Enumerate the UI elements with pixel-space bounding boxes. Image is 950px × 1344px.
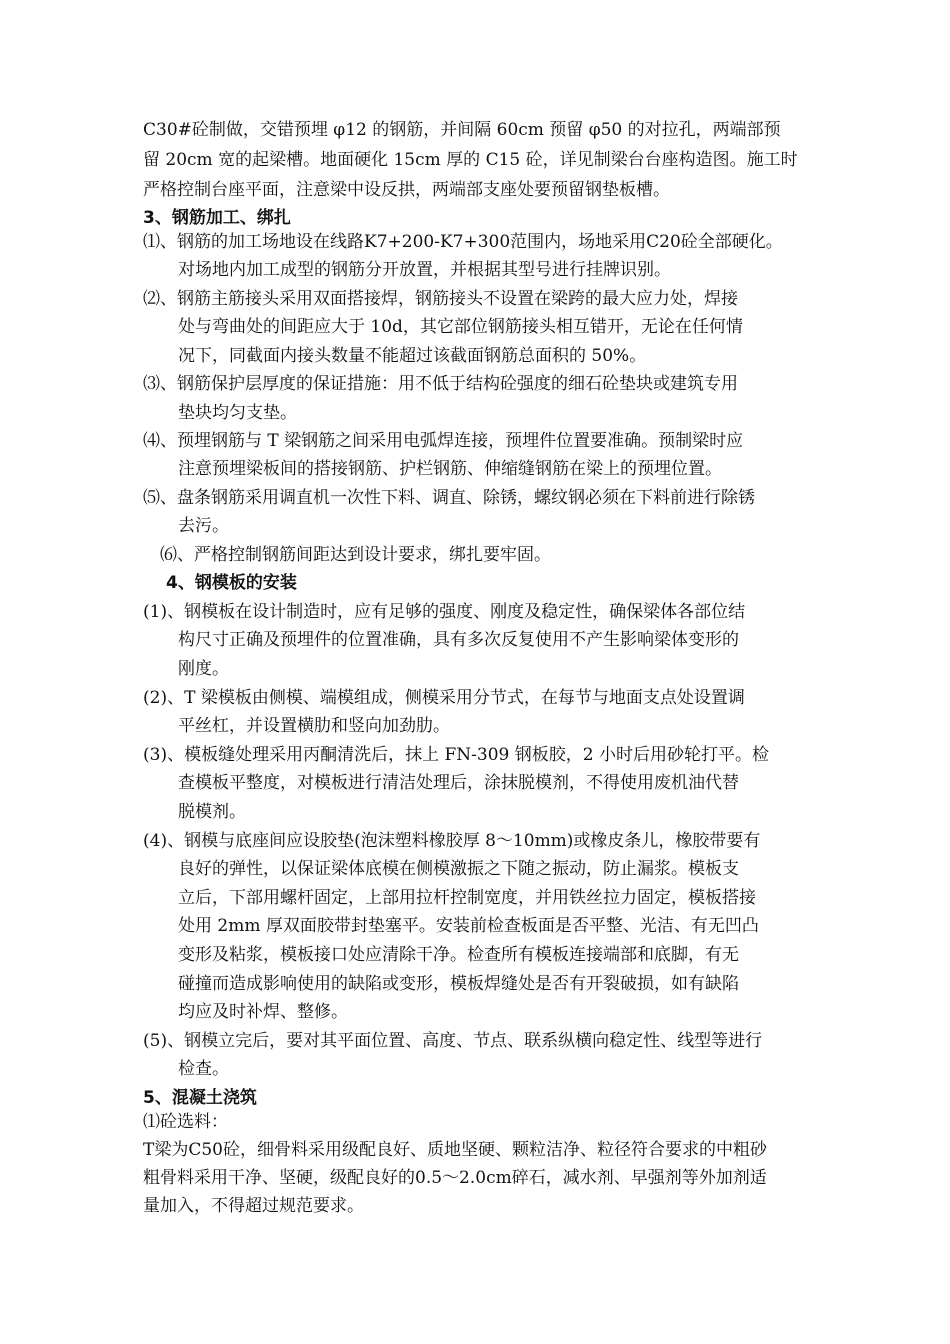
intro-line-2: 留 20cm 宽的起梁槽。地面硬化 15cm 厚的 C15 砼，详见制梁台台座构造图。施工时 [143, 150, 798, 170]
s5-line-2: 粗骨料采用干净、坚硬，级配良好的0.5～2.0cm碎石，减水剂、早强剂等外加剂适 [143, 1168, 767, 1188]
s4-item-1-line-1: (1)、钢模板在设计制造时，应有足够的强度、刚度及稳定性，确保梁体各部位结 [143, 602, 746, 622]
s5-subheading: ⑴砼选料： [143, 1112, 228, 1132]
s4-item-5-line-1: (5)、钢模立完后，要对其平面位置、高度、节点、联系纵横向稳定性、线型等进行 [143, 1031, 763, 1051]
s3-item-4-line-1: ⑷、预埋钢筋与 T 梁钢筋之间采用电弧焊连接，预埋件位置要准确。预制梁时应 [143, 431, 744, 451]
s4-item-3-line-2: 查模板平整度，对模板进行清洁处理后，涂抹脱模剂，不得使用废机油代替 [178, 773, 739, 793]
intro-line-3: 严格控制台座平面，注意梁中设反拱，两端部支座处要预留钢垫板槽。 [143, 180, 670, 200]
section-5-heading: 5、混凝土浇筑 [143, 1088, 257, 1108]
s3-item-1-line-1: ⑴、钢筋的加工场地设在线路K7+200-K7+300范围内，场地采用C20砼全部硬化。 [143, 232, 783, 252]
s3-item-2-line-2: 处与弯曲处的间距应大于 10d，其它部位钢筋接头相互错开，无论在任何情 [178, 317, 743, 337]
s3-item-1-line-2: 对场地内加工成型的钢筋分开放置，并根据其型号进行挂牌识别。 [178, 260, 671, 280]
s4-item-4-line-2: 良好的弹性，以保证梁体底模在侧模激振之下随之振动，防止漏浆。模板支 [178, 859, 739, 879]
intro-line-1: C30#砼制做，交错预埋 φ12 的钢筋，并间隔 60cm 预留 φ50 的对拉孔，两端部预 [143, 120, 781, 140]
s4-item-4-line-7: 均应及时补焊、整修。 [178, 1002, 348, 1022]
s4-item-4-line-3: 立后，下部用螺杆固定，上部用拉杆控制宽度，并用铁丝拉力固定，模板搭接 [178, 888, 756, 908]
section-3-heading: 3、钢筋加工、绑扎 [143, 208, 291, 228]
s5-line-1: T梁为C50砼，细骨料采用级配良好、质地坚硬、颗粒洁净、粒径符合要求的中粗砂 [143, 1140, 767, 1160]
s4-item-4-line-6: 碰撞而造成影响使用的缺陷或变形，模板焊缝处是否有开裂破损，如有缺陷 [178, 974, 739, 994]
s4-item-3-line-1: (3)、模板缝处理采用丙酮清洗后，抹上 FN-309 钢板胶，2 小时后用砂轮打平。检 [143, 745, 769, 765]
s3-item-3-line-2: 垫块均匀支垫。 [178, 403, 297, 423]
s5-line-3: 量加入，不得超过规范要求。 [143, 1196, 364, 1216]
s3-item-4-line-2: 注意预埋梁板间的搭接钢筋、护栏钢筋、伸缩缝钢筋在梁上的预埋位置。 [178, 459, 722, 479]
s4-item-2-line-2: 平丝杠，并设置横肋和竖向加劲肋。 [178, 716, 450, 736]
s3-item-3-line-1: ⑶、钢筋保护层厚度的保证措施：用不低于结构砼强度的细石砼垫块或建筑专用 [143, 374, 738, 394]
s3-item-2-line-1: ⑵、钢筋主筋接头采用双面搭接焊，钢筋接头不设置在梁跨的最大应力处，焊接 [143, 289, 738, 309]
s4-item-4-line-1: (4)、钢模与底座间应设胶垫(泡沫塑料橡胶厚 8～10mm)或橡皮条儿，橡胶带要有 [143, 831, 761, 851]
s4-item-4-line-4: 处用 2mm 厚双面胶带封垫塞平。安装前检查板面是否平整、光洁、有无凹凸 [178, 916, 759, 936]
s4-item-1-line-2: 构尺寸正确及预埋件的位置准确，具有多次反复使用不产生影响梁体变形的 [178, 630, 739, 650]
s3-item-6-line-1: ⑹、严格控制钢筋间距达到设计要求，绑扎要牢固。 [160, 545, 551, 565]
s4-item-2-line-1: (2)、T 梁模板由侧模、端模组成，侧模采用分节式，在每节与地面支点处设置调 [143, 688, 745, 708]
s4-item-1-line-3: 刚度。 [178, 659, 229, 679]
s4-item-3-line-3: 脱模剂。 [178, 802, 246, 822]
s4-item-5-line-2: 检查。 [178, 1059, 229, 1079]
s4-item-4-line-5: 变形及粘浆，模板接口处应清除干净。检查所有模板连接端部和底脚，有无 [178, 945, 739, 965]
s3-item-5-line-1: ⑸、盘条钢筋采用调直机一次性下料、调直、除锈，螺纹钢必须在下料前进行除锈 [143, 488, 755, 508]
s3-item-5-line-2: 去污。 [178, 516, 229, 536]
s3-item-2-line-3: 况下，同截面内接头数量不能超过该截面钢筋总面积的 50%。 [178, 346, 647, 366]
section-4-heading: 4、钢模板的安装 [166, 573, 297, 593]
